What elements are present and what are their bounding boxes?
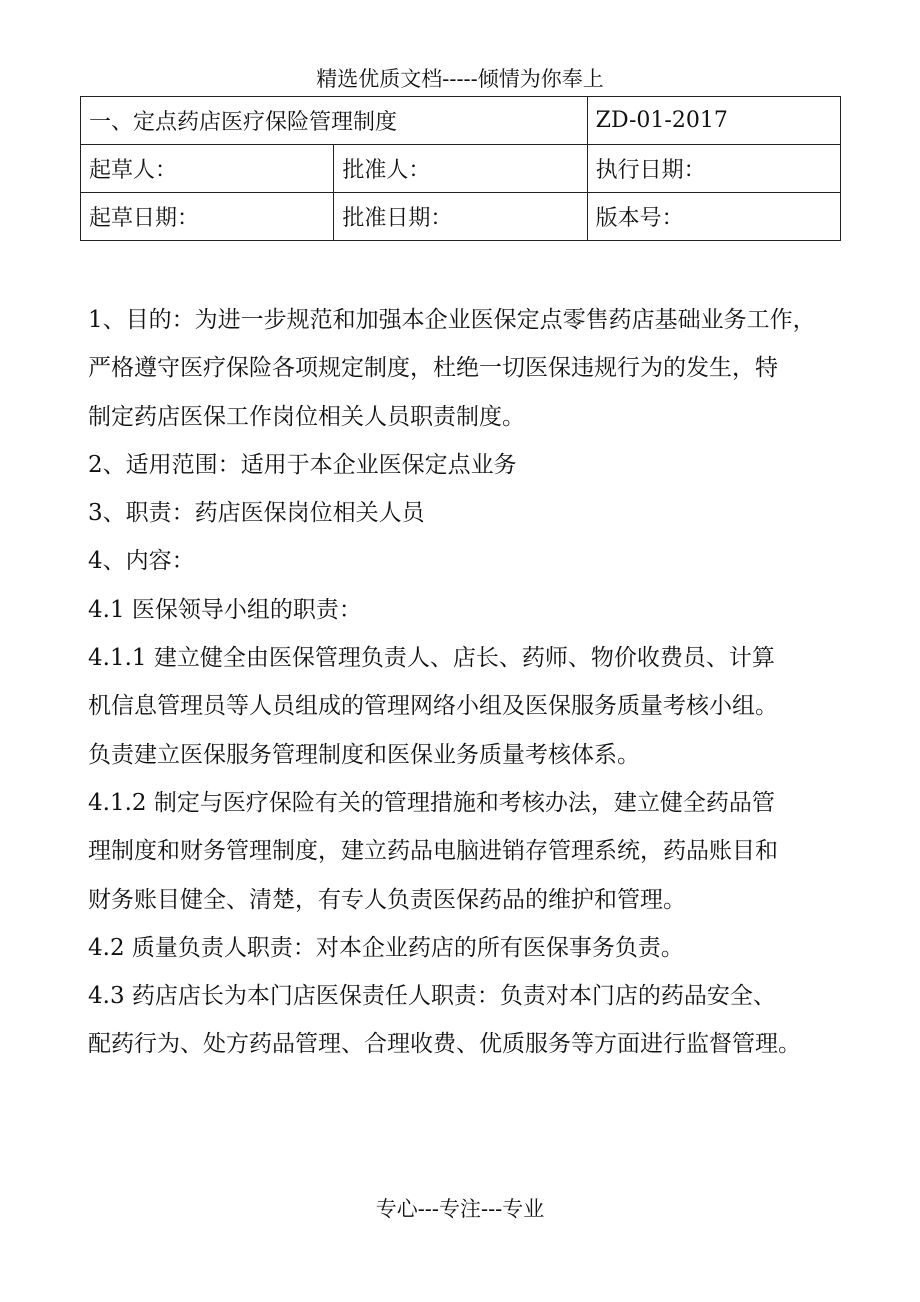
- body-line: 机信息管理员等人员组成的管理网络小组及医保服务质量考核小组。: [88, 693, 778, 720]
- body-line: 理制度和财务管理制度，建立药品电脑进销存管理系统，药品账目和: [88, 838, 778, 865]
- body-line: 4.2 质量负责人职责：对本企业药店的所有医保事务负责。: [88, 934, 684, 961]
- document-code-cell: ZD-01-2017: [587, 97, 840, 145]
- table-row: [81, 193, 841, 241]
- exec-date-label-cell: 执行日期：: [587, 145, 840, 193]
- draft-date-label-cell: 起草日期：: [81, 193, 334, 241]
- document-body: [88, 296, 836, 1069]
- body-line: 财务账目健全、清楚，有专人负责医保药品的维护和管理。: [88, 886, 686, 913]
- document-title-cell: 一、定点药店医疗保险管理制度: [81, 97, 588, 145]
- body-line: 2、适用范围：适用于本企业医保定点业务: [88, 451, 517, 478]
- drafter-label-cell: 起草人：: [81, 145, 334, 193]
- table-row: [81, 145, 841, 193]
- body-line: 4.3 药店店长为本门店医保责任人职责：负责对本门店的药品安全、: [88, 983, 776, 1010]
- body-line: 1、目的：为进一步规范和加强本企业医保定点零售药店基础业务工作，: [88, 307, 816, 333]
- body-line: 4.1.2 制定与医疗保险有关的管理措施和考核办法，建立健全药品管: [88, 789, 775, 816]
- document-info-table: [80, 96, 841, 241]
- body-line: 4.1.1 建立健全由医保管理负责人、店长、药师、物价收费员、计算: [88, 645, 775, 672]
- body-line: 4.1 医保领导小组的职责：: [88, 596, 362, 623]
- header-note: 精选优质文档-----倾情为你奉上: [316, 67, 604, 91]
- approve-date-label-cell: 批准日期：: [334, 193, 587, 241]
- body-line: 严格遵守医疗保险各项规定制度，杜绝一切医保违规行为的发生，特: [88, 355, 778, 382]
- table-row: [81, 97, 841, 145]
- body-line: 配药行为、处方药品管理、合理收费、优质服务等方面进行监督管理。: [88, 1031, 801, 1058]
- body-line: 3、职责：药店医保岗位相关人员: [88, 500, 425, 527]
- version-label-cell: 版本号：: [587, 193, 840, 241]
- footer-note: 专心---专注---专业: [375, 1197, 545, 1221]
- body-line: 负责建立医保服务管理制度和医保业务质量考核体系。: [88, 741, 640, 768]
- approver-label-cell: 批准人：: [334, 145, 587, 193]
- body-line: 制定药店医保工作岗位相关人员职责制度。: [88, 403, 525, 430]
- body-line: 4、内容：: [88, 548, 195, 575]
